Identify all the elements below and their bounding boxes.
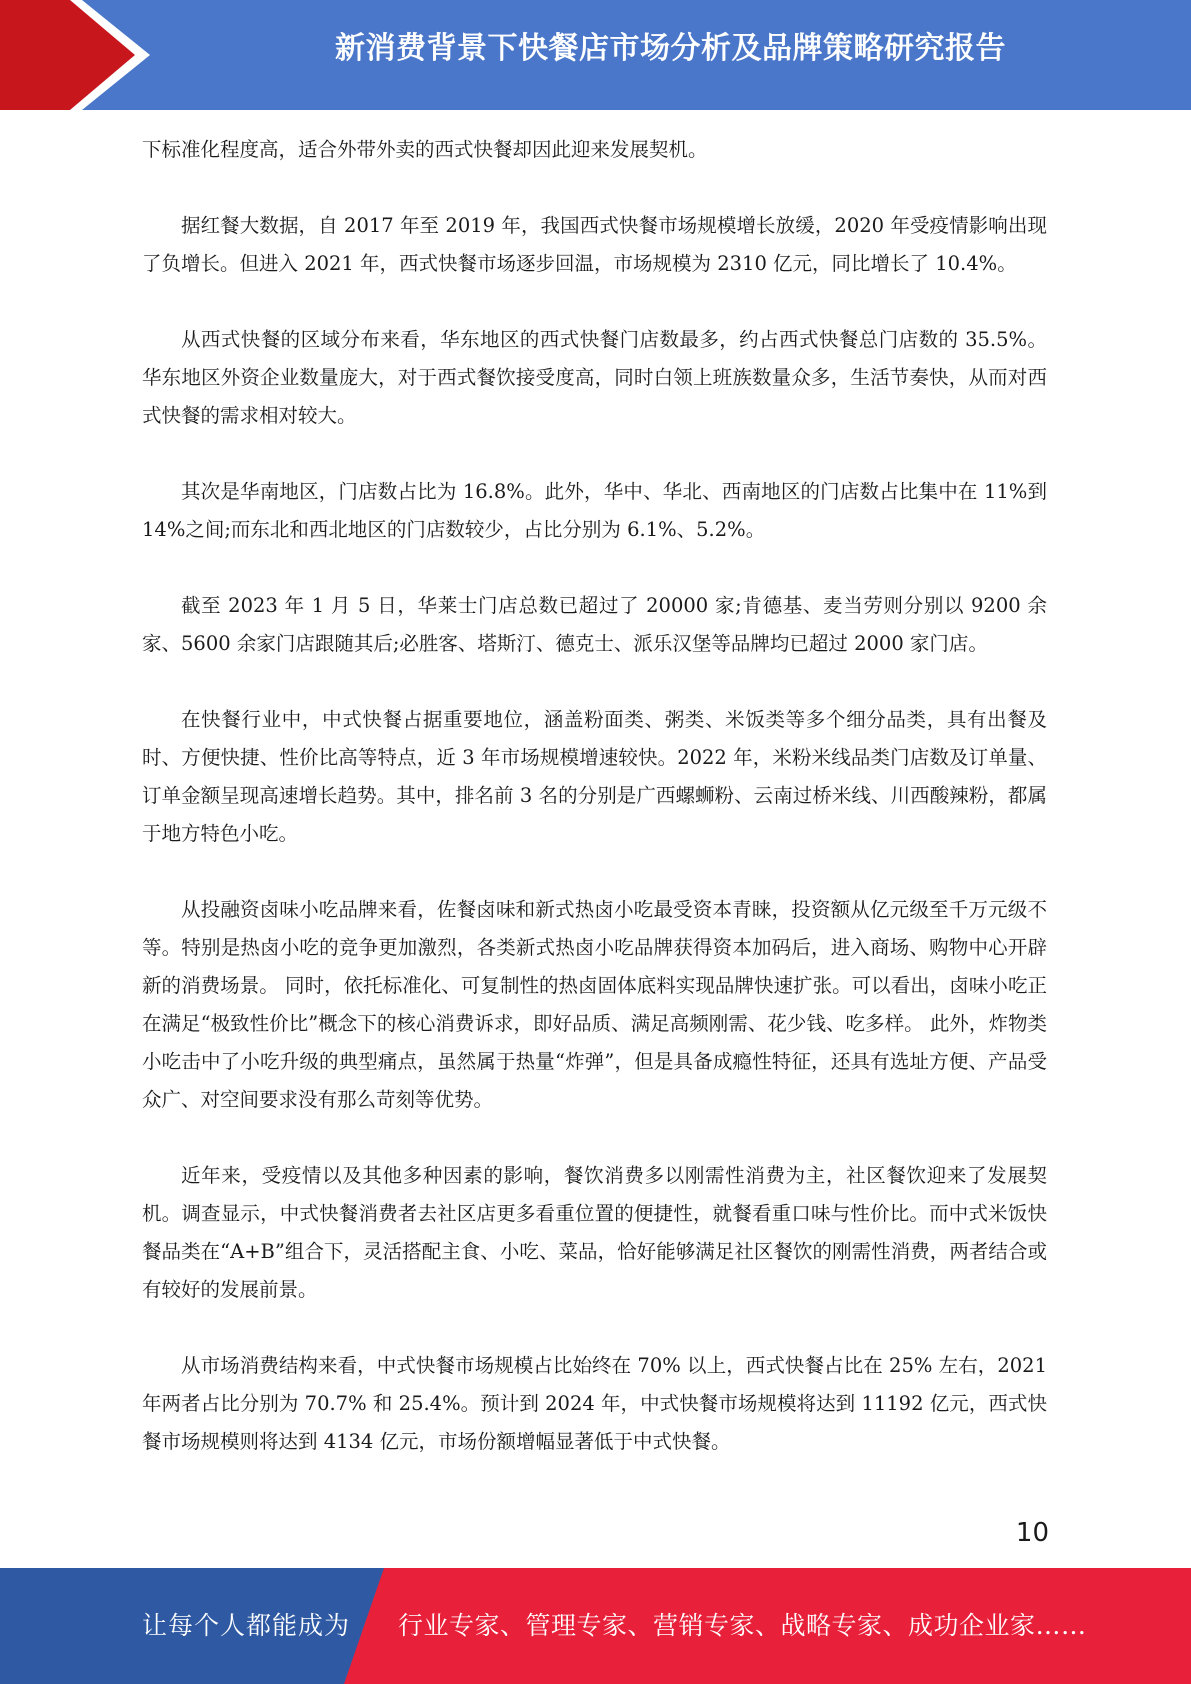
paragraph-continuation: 下标准化程度高，适合外带外卖的西式快餐却因此迎来发展契机。 <box>142 138 708 161</box>
paragraph-community-dining: 近年来，受疫情以及其他多种因素的影响，餐饮消费多以刚需性消费为主，社区餐饮迎来了发展契机。调查显示，中式快餐消费者去社区店更多看重位置的便捷性，就餐看重口味与性价比。而中式米饭快餐品类在“A+B”组合下，灵活搭配主食、小吃、菜品，恰好能够满足社区餐饮的刚需性消费，两者结合或有较好的发展前景。 <box>142 1164 1047 1301</box>
header-chevron-decoration <box>0 0 150 110</box>
paragraph-store-counts: 截至 2023 年 1 月 5 日，华莱士门店总数已超过了 20000 家;肯德基、麦当劳则分别以 9200 余家、5600 余家门店跟随其后;必胜客、塔斯汀、德克士、派乐汉堡等品牌均已超过 2000 家门店。 <box>142 594 1047 655</box>
paragraph-south-china-share: 其次是华南地区，门店数占比为 16.8%。此外，华中、华北、西南地区的门店数占比集中在 11%到 14%之间;而东北和西北地区的门店数较少，占比分别为 6.1%、5.2%。 <box>142 480 1047 541</box>
footer-slogan-right: 行业专家、管理专家、营销专家、战略专家、成功企业家…… <box>398 1611 1087 1640</box>
chevron-red-fill <box>0 0 135 110</box>
footer-slogan-left: 让每个人都能成为 <box>142 1611 351 1640</box>
paragraph-braised-snacks: 从投融资卤味小吃品牌来看，佐餐卤味和新式热卤小吃最受资本青睐，投资额从亿元级至千万元级不等。特别是热卤小吃的竞争更加激烈，各类新式热卤小吃品牌获得资本加码后，进入商场、购物中心开辟新的消费场景。 同时，依托标准化、可复制性的热卤固体底料实现品牌快速扩张。可以看出，卤味小吃正在满足“极致性价比”概念下的核心消费诉求，即好品质、满足高频刚需、花少钱、吃多样。 此外，炸物类小吃击中了小吃升级的典型痛点，虽然属于热量“炸弹”，但是具备成瘾性特征，还具有选址方便、产品受众广、对空间要求没有那么苛刻等优势。 <box>142 898 1047 1111</box>
paragraph-regional-distribution: 从西式快餐的区域分布来看，华东地区的西式快餐门店数最多，约占西式快餐总门店数的 35.5%。华东地区外资企业数量庞大，对于西式餐饮接受度高，同时白领上班族数量众多，生活节奏快，从而对西式快餐的需求相对较大。 <box>142 328 1047 427</box>
report-title: 新消费背景下快餐店市场分析及品牌策略研究报告 <box>335 31 1006 66</box>
paragraph-chinese-fastfood: 在快餐行业中，中式快餐占据重要地位，涵盖粉面类、粥类、米饭类等多个细分品类，具有出餐及时、方便快捷、性价比高等特点，近 3 年市场规模增速较快。2022 年，米粉米线品类门店数及订单量、订单金额呈现高速增长趋势。其中，排名前 3 名的分别是广西螺蛳粉、云南过桥米线、川西酸辣粉，都属于地方特色小吃。 <box>142 708 1047 845</box>
paragraph-western-fastfood-scale: 据红餐大数据，自 2017 年至 2019 年，我国西式快餐市场规模增长放缓，2020 年受疫情影响出现了负增长。但进入 2021 年，西式快餐市场逐步回温，市场规模为 2310 亿元，同比增长了 10.4%。 <box>142 214 1047 275</box>
page-number: 10 <box>1015 1518 1049 1548</box>
report-body <box>142 131 1047 1461</box>
paragraph-market-structure: 从市场消费结构来看，中式快餐市场规模占比始终在 70% 以上，西式快餐占比在 25% 左右，2021 年两者占比分别为 70.7% 和 25.4%。预计到 2024 年，中式快餐市场规模将达到 11192 亿元，西式快餐市场规模则将达到 4134 亿元，市场份额增幅显著低于中式快餐。 <box>142 1354 1047 1453</box>
footer-banner <box>0 1568 1191 1684</box>
header-banner <box>0 0 1191 110</box>
